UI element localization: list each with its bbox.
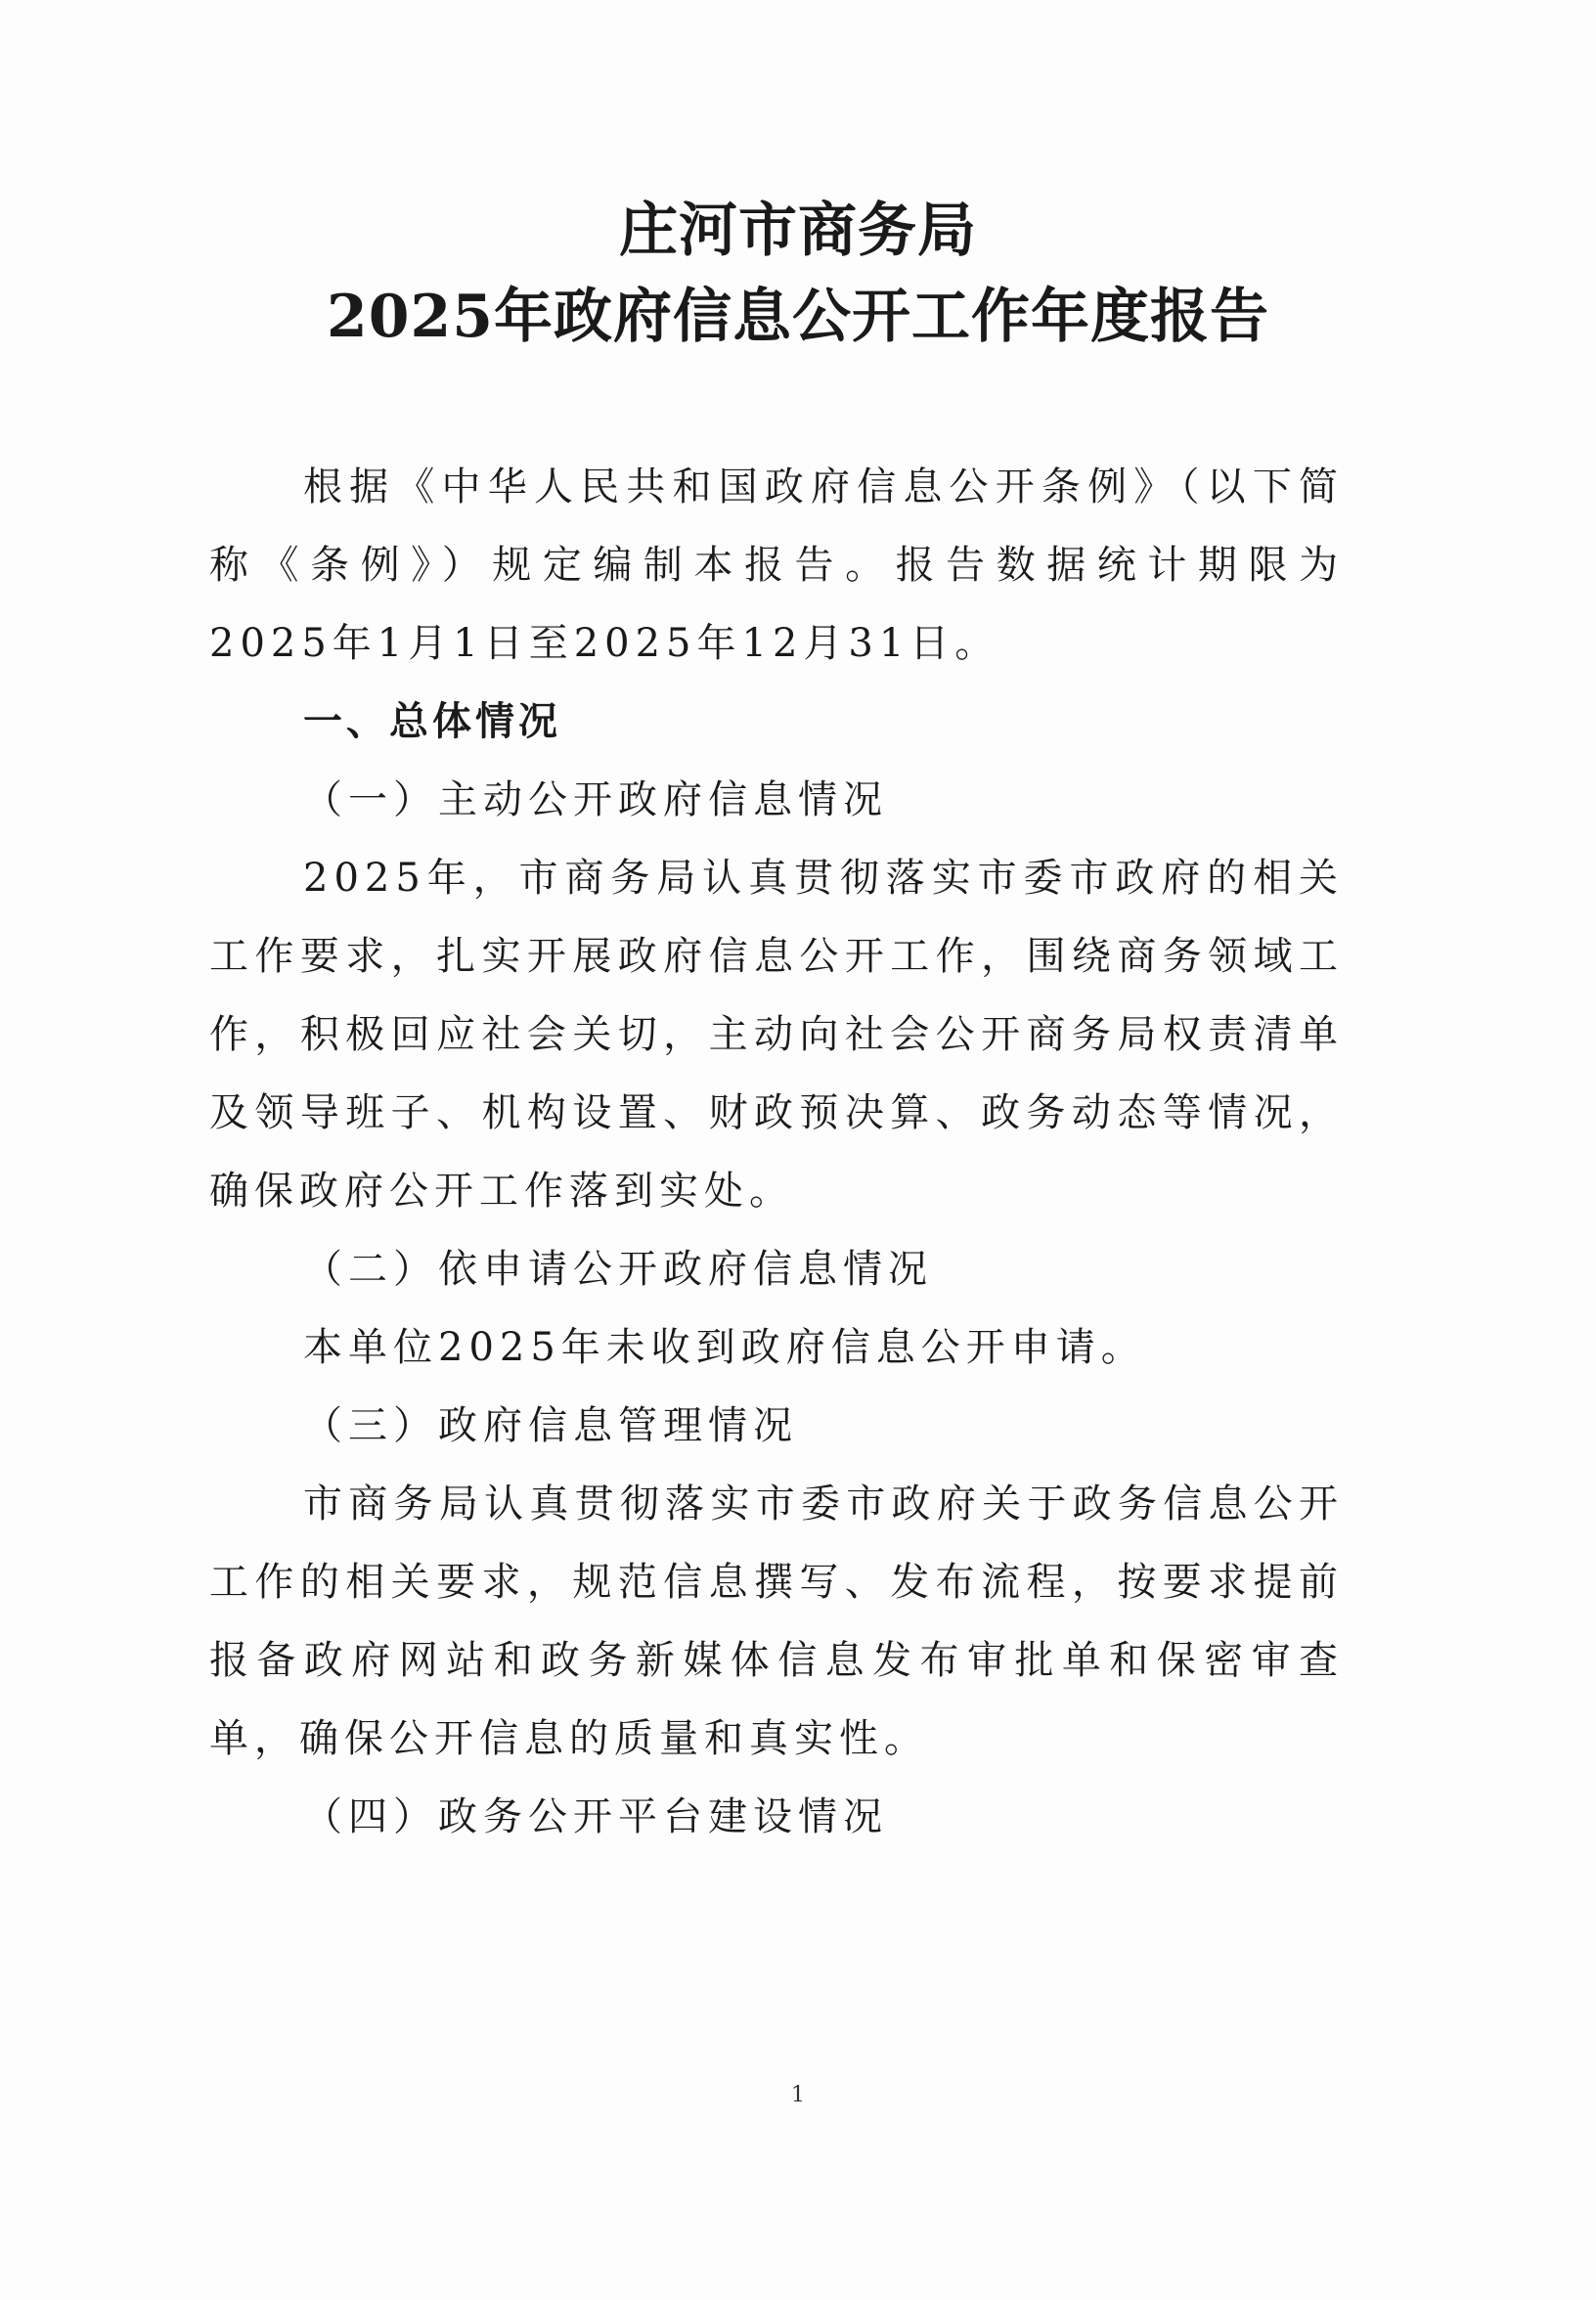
proactive-paragraph: 2025年，市商务局认真贯彻落实市委市政府的相关工作要求，扎实开展政府信息公开工作，围绕商务领域工作，积极回应社会关切，主动向社会公开商务局权责清单及领导班子、机构设置、财政预决算、政务动态等情况，确保政府公开工作落到实处。 xyxy=(209,856,1344,1214)
on-request-paragraph: 本单位2025年未收到政府信息公开申请。 xyxy=(303,1325,1146,1370)
management-paragraph: 市商务局认真贯彻落实市委市政府关于政务信息公开工作的相关要求，规范信息撰写、发布流程，按要求提前报备政府网站和政务新媒体信息发布审批单和保密审查单，确保公开信息的质量和真实性。 xyxy=(209,1482,1344,1761)
section-heading-overall: 一、总体情况 xyxy=(303,699,561,744)
subsection-heading-proactive: （一）主动公开政府信息情况 xyxy=(303,777,888,822)
subsection-heading-on-request: （二）依申请公开政府信息情况 xyxy=(303,1247,933,1292)
intro-paragraph: 根据《中华人民共和国政府信息公开条例》（以下简称《条例》）规定编制本报告。报告数据统计期限为2025年1月1日至2025年12月31日。 xyxy=(209,464,1344,666)
page-number: 1 xyxy=(791,2083,805,2107)
subsection-heading-management: （三）政府信息管理情况 xyxy=(303,1403,798,1448)
report-title-line1: 庄河市商务局 xyxy=(619,197,977,265)
subsection-heading-platform: （四）政务公开平台建设情况 xyxy=(303,1794,888,1839)
report-body xyxy=(209,448,1344,1856)
report-title-line2: 2025年政府信息公开工作年度报告 xyxy=(327,283,1269,351)
